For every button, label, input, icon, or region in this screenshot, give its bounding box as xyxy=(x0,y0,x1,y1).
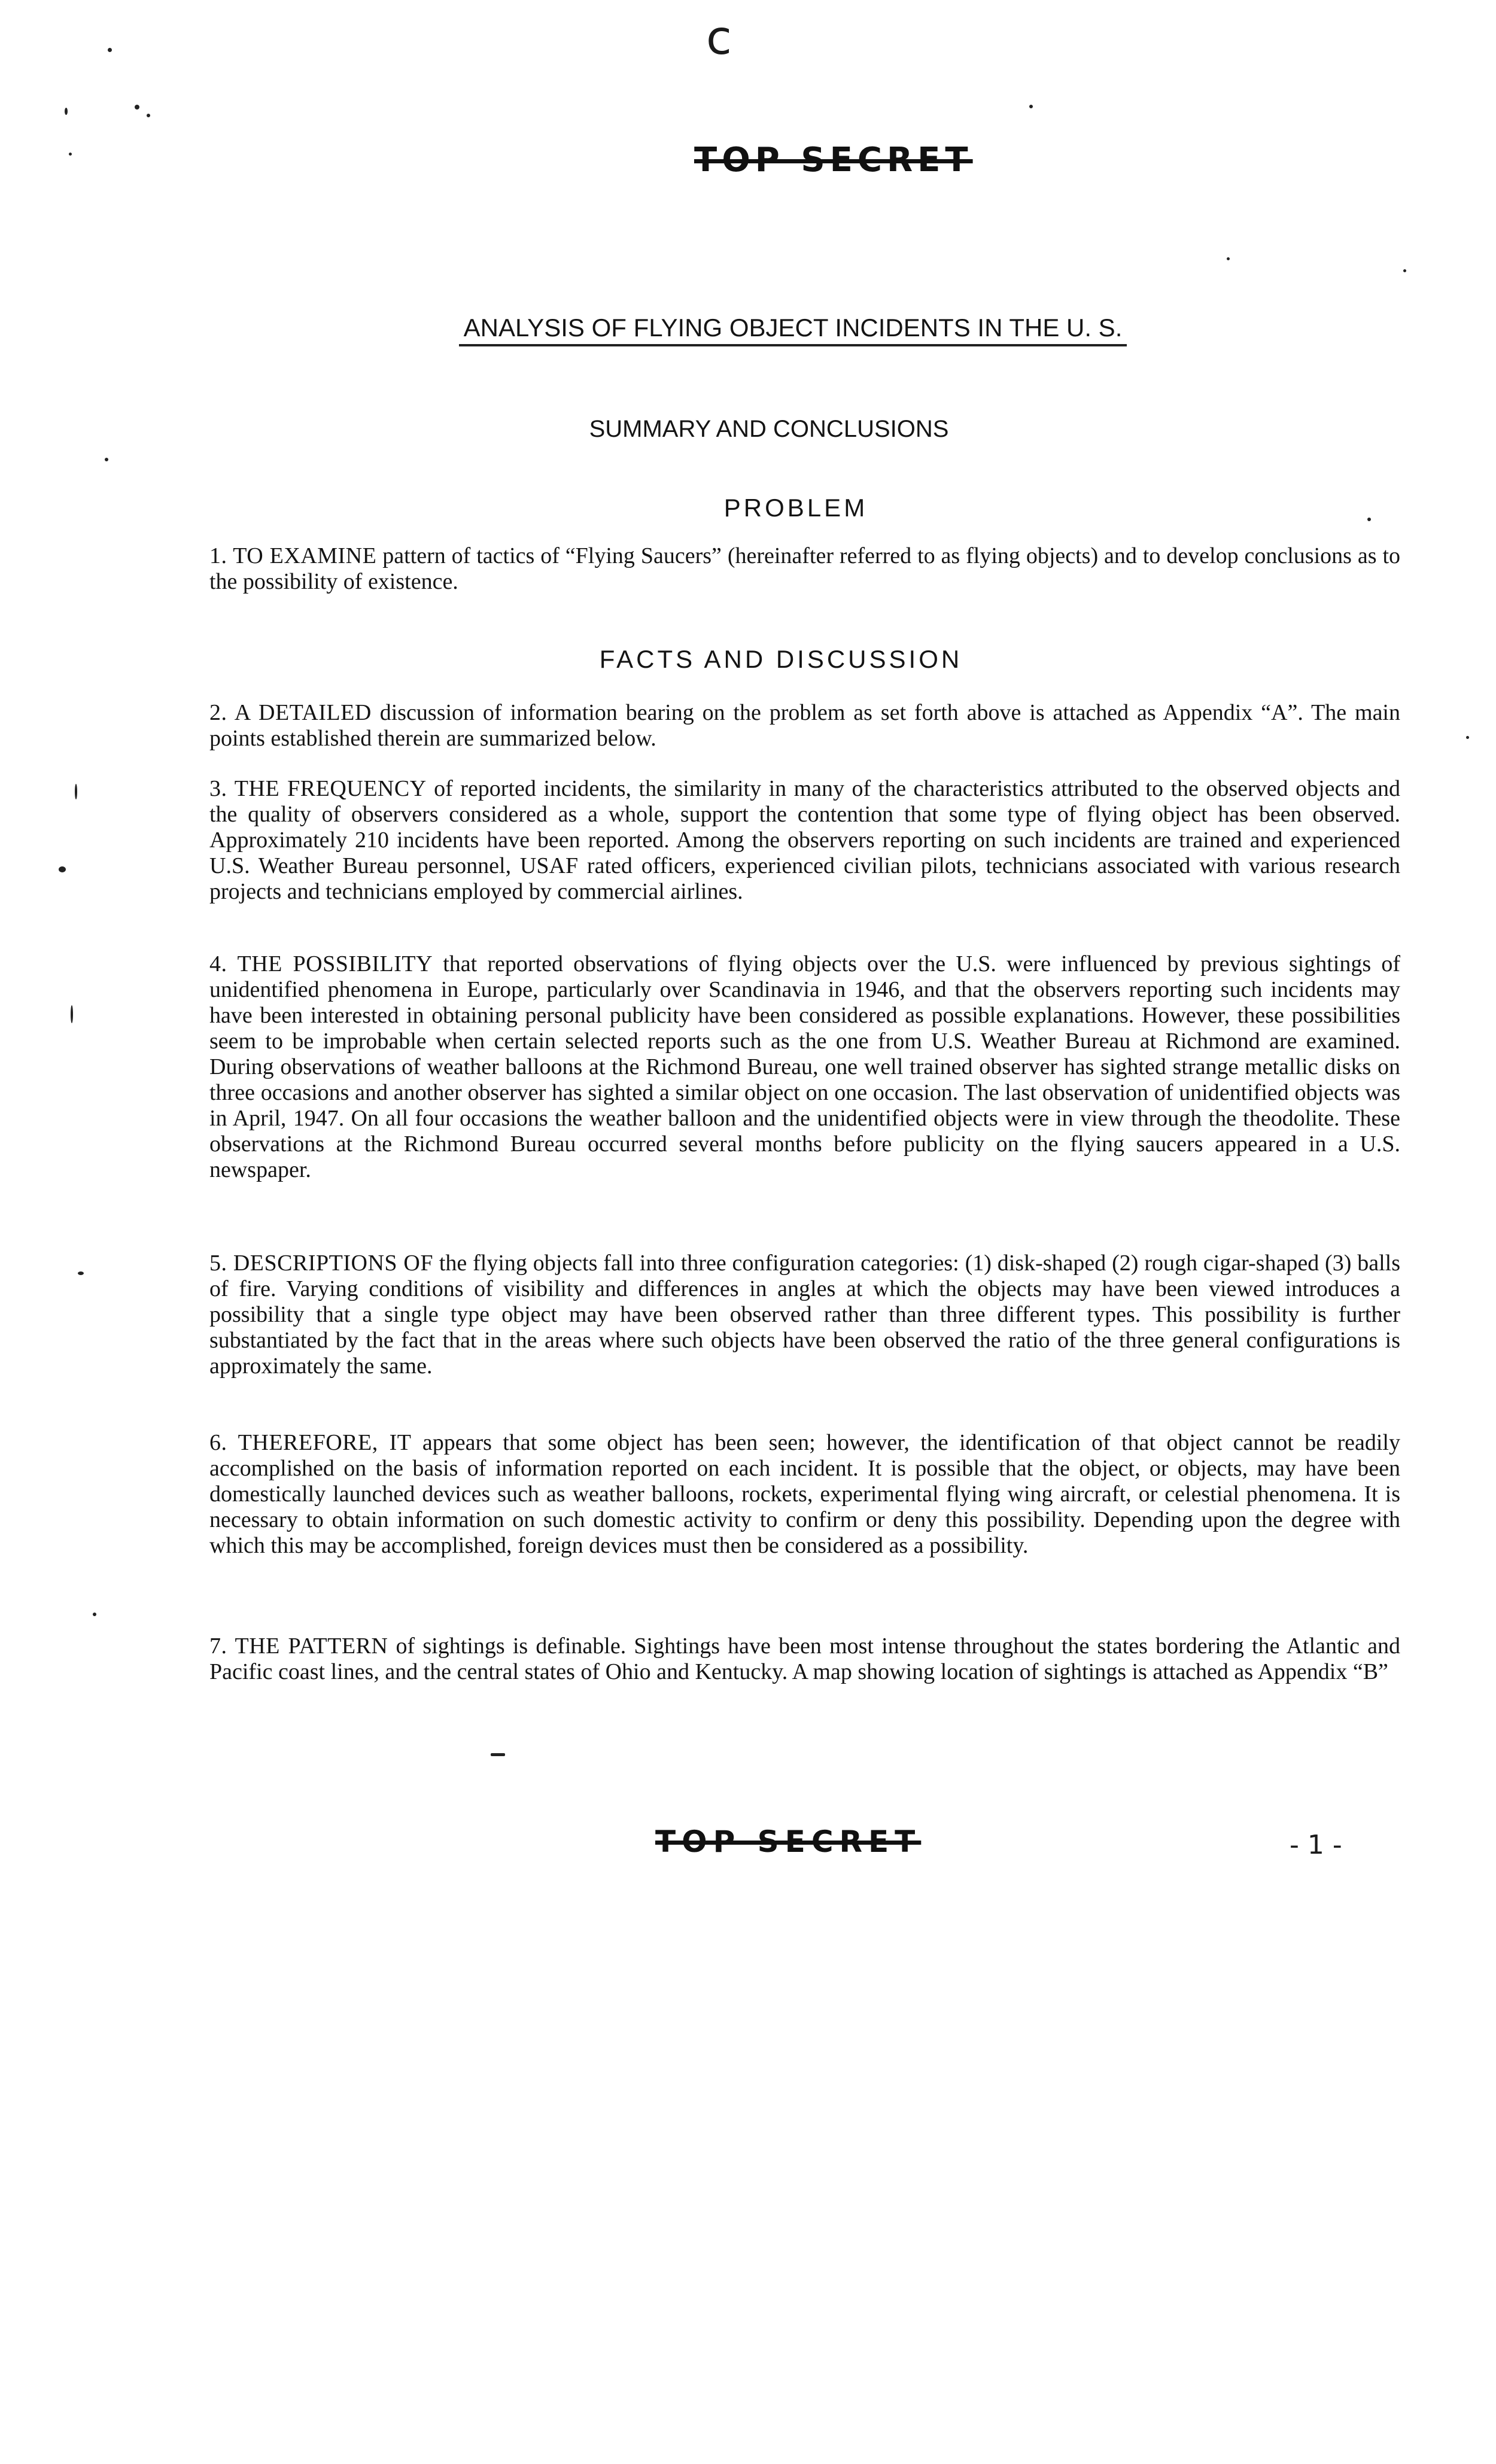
paragraph-body: appears that some object has been seen; however, the identification of that object cannot be readily accomplished on the basis of information reported on each incident. It is possible that the object, or objects, may have been domestically launched devices such as weather balloons, rockets, experimental flying wing aircraft, or celestial phenomena. It is necessary to obtain information on such domestic activity to confirm or deny this possibility. Depending upon the degree with which this may be accomplished, foreign devices must then be considered as a possibility. xyxy=(209,1430,1400,1558)
paragraph-3 xyxy=(209,776,1400,905)
paragraph-body: of sightings is definable. Sightings have been most intense throughout the states bordering the Atlantic and Pacific coast lines, and the central states of Ohio and Kentucky. A map showing location of sightings is attached as Appendix “B” xyxy=(209,1633,1400,1684)
paragraph-body: the flying objects fall into three configuration categories: (1) disk-shaped (2) rough cigar-shaped (3) balls of fire. Varying conditions of visibility and differences in angles at which the objects may have been viewed introduces a possibility that a single type object may have been observed rather than three different types. This possibility is further substantiated by the fact that in the areas where such objects have been observed the ratio of the three general configurations is approximately the same. xyxy=(209,1251,1401,1379)
paragraph-body: that reported observations of flying objects over the U.S. were influenced by previous sightings of unidentified phenomena in Europe, particularly over Scandinavia in 1946, and that the observers reporting such incidents may have been interested in obtaining personal publicity have been considered as possible explanations. However, these possibilities seem to be improbable when certain selected reports such as the one from U.S. Weather Bureau at Richmond are examined. During observations of weather balloons at the Richmond Bureau, one well trained observer has sighted strange metallic disks on three occasions and another observer has sighted a similar object on one occasion. The last observation of unidentified objects was in April, 1947. On all four occasions the weather balloon and the unidentified objects were in view through the theodolite. These observations at the Richmond Bureau occurred several months before publicity on the flying saucers appeared in a U.S. newspaper. xyxy=(209,951,1400,1182)
scan-speck xyxy=(491,1753,505,1756)
document-title xyxy=(0,314,1496,342)
scan-speck xyxy=(135,105,139,109)
scan-speck xyxy=(108,48,112,52)
paragraph-lead: 5. DESCRIPTIONS OF xyxy=(209,1251,433,1276)
handwritten-corner-mark: c xyxy=(706,11,732,65)
paragraph-6 xyxy=(209,1430,1400,1559)
section-heading-facts-and-discussion: FACTS AND DISCUSSION xyxy=(599,645,963,673)
scan-speck xyxy=(93,1613,96,1616)
scan-speck xyxy=(1367,518,1371,521)
paragraph-body: pattern of tactics of “Flying Saucers” (hereinafter referred to as flying objects) and to develop conclusions as to the possibility of existence. xyxy=(209,543,1400,594)
paragraph-4 xyxy=(209,951,1400,1183)
paragraph-7 xyxy=(209,1633,1400,1685)
paragraph-body: of reported incidents, the similarity in many of the characteristics attributed to the observed objects and the quality of observers considered as a whole, support the contention that some type of flying object has been observed. Approximately 210 incidents have been reported. Among the observers reporting on such incidents are trained and experienced U.S. Weather Bureau personnel, USAF rated officers, experienced civilian pilots, technicians associated with various research projects and technicians employed by commercial airlines. xyxy=(209,776,1401,904)
scan-speck xyxy=(1227,257,1230,260)
paragraph-1 xyxy=(209,543,1400,595)
document-title-text: ANALYSIS OF FLYING OBJECT INCIDENTS IN THE U. S. xyxy=(459,314,1127,346)
scan-speck xyxy=(65,108,68,115)
document-subtitle: SUMMARY AND CONCLUSIONS xyxy=(589,416,949,442)
scan-speck xyxy=(1403,269,1406,272)
page-number: - 1 - xyxy=(1290,1830,1342,1860)
scan-speck xyxy=(75,784,77,799)
paragraph-lead: 2. A DETAILED xyxy=(209,700,372,725)
paragraph-body: discussion of information bearing on the problem as set forth above is attached as Appendix “A”. The main points established therein are summarized below. xyxy=(209,700,1400,751)
paragraph-lead: 3. THE FREQUENCY xyxy=(209,776,427,801)
classification-marking-bottom: TOP SECRET xyxy=(655,1824,922,1859)
scan-speck xyxy=(147,114,150,117)
scan-speck xyxy=(105,458,108,461)
paragraph-5 xyxy=(209,1251,1400,1379)
scan-speck xyxy=(1466,736,1469,739)
paragraph-lead: 4. THE POSSIBILITY xyxy=(209,951,433,977)
scan-speck xyxy=(59,866,66,872)
section-heading-problem: PROBLEM xyxy=(723,494,868,522)
scan-speck xyxy=(69,153,72,156)
paragraph-lead: 6. THEREFORE, IT xyxy=(209,1430,412,1455)
paragraph-lead: 7. THE PATTERN xyxy=(209,1633,388,1659)
paragraph-lead: 1. TO EXAMINE xyxy=(209,543,377,568)
scan-speck xyxy=(71,1005,73,1023)
classification-marking-top: TOP SECRET xyxy=(694,141,973,180)
scan-speck xyxy=(78,1271,84,1275)
scan-speck xyxy=(1029,105,1033,108)
paragraph-2 xyxy=(209,700,1400,752)
